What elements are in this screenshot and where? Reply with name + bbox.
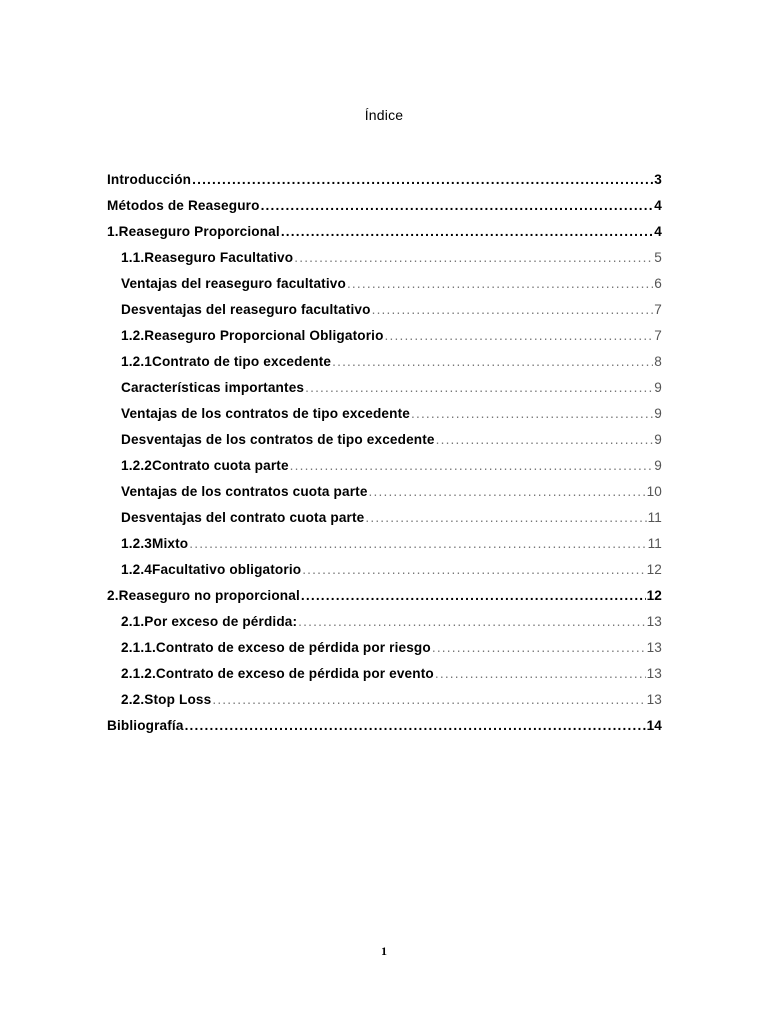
toc-entry-page: 5	[654, 250, 662, 265]
toc-entry-number: 2.2.	[121, 692, 145, 707]
toc-leader	[298, 609, 645, 635]
toc-entry-label: Métodos de Reaseguro	[107, 198, 260, 213]
toc-entry-page: 4	[654, 198, 662, 213]
toc-entry-label: Contrato de exceso de pérdida por riesgo	[155, 640, 431, 655]
toc-entry-1-1[interactable]	[107, 245, 662, 271]
toc-entry-ventajas-cuota[interactable]	[107, 479, 662, 505]
toc-entry-label: Bibliografía	[107, 718, 184, 733]
toc-entry-number: 1.2.	[121, 328, 145, 343]
toc-entry-label: Desventajas del contrato cuota parte	[121, 510, 365, 525]
toc-leader	[261, 193, 654, 219]
toc-entry-label: Reaseguro Proporcional	[118, 224, 280, 239]
toc-entry-number: 2.1.	[121, 614, 145, 629]
table-of-contents	[107, 167, 662, 739]
toc-entry-1-2-1[interactable]	[107, 349, 662, 375]
toc-entry-2-1-1[interactable]	[107, 635, 662, 661]
toc-entry-number: 2.1.2.	[121, 666, 156, 681]
toc-leader	[436, 427, 654, 453]
toc-entry-label: Reaseguro Facultativo	[144, 250, 294, 265]
toc-entry-page: 9	[654, 406, 662, 421]
page-number: 1	[381, 944, 387, 958]
toc-entry-page: 3	[654, 172, 662, 187]
toc-entry-label: Facultativo obligatorio	[151, 562, 302, 577]
toc-leader	[369, 479, 646, 505]
toc-entry-metodos[interactable]	[107, 193, 662, 219]
toc-entry-page: 8	[654, 354, 662, 369]
toc-leader	[411, 401, 653, 427]
toc-entry-2-1-2[interactable]	[107, 661, 662, 687]
toc-entry-ventajas-excedente[interactable]	[107, 401, 662, 427]
toc-entry-caracteristicas[interactable]	[107, 375, 662, 401]
toc-entry-label: Introducción	[107, 172, 192, 187]
toc-entry-desventajas-excedente[interactable]	[107, 427, 662, 453]
toc-entry-desventajas-facultativo[interactable]	[107, 297, 662, 323]
toc-entry-page: 11	[647, 510, 662, 525]
toc-leader	[192, 167, 653, 193]
toc-entry-number: 1.2.2	[121, 458, 152, 473]
toc-leader	[432, 635, 646, 661]
toc-leader	[435, 661, 646, 687]
toc-entry-introduccion[interactable]	[107, 167, 662, 193]
toc-entry-number: 1.	[107, 224, 119, 239]
toc-entry-label: Mixto	[151, 536, 189, 551]
toc-entry-number: 2.1.1.	[121, 640, 156, 655]
toc-entry-number: 1.2.4	[121, 562, 152, 577]
toc-entry-label: Contrato de exceso de pérdida por evento	[155, 666, 434, 681]
toc-entry-page: 9	[654, 432, 662, 447]
toc-leader	[281, 219, 653, 245]
toc-entry-ventajas-facultativo[interactable]	[107, 271, 662, 297]
toc-entry-label: Ventajas de los contratos de tipo excedente	[121, 406, 410, 421]
toc-entry-label: Contrato cuota parte	[151, 458, 289, 473]
toc-entry-number: 2.	[107, 588, 119, 603]
toc-entry-page: 4	[654, 224, 662, 239]
toc-entry-1-2[interactable]	[107, 323, 662, 349]
toc-entry-page: 13	[646, 614, 662, 629]
toc-leader	[294, 245, 653, 271]
toc-entry-label: Stop Loss	[144, 692, 212, 707]
toc-entry-page: 7	[654, 328, 662, 343]
toc-leader	[290, 453, 654, 479]
toc-entry-label: Contrato de tipo excedente	[151, 354, 332, 369]
toc-entry-2-2[interactable]	[107, 687, 662, 713]
toc-entry-number: 1.1.	[121, 250, 145, 265]
toc-entry-1-2-2[interactable]	[107, 453, 662, 479]
toc-entry-page: 9	[654, 458, 662, 473]
toc-leader	[212, 687, 645, 713]
toc-entry-label: Reaseguro Proporcional Obligatorio	[144, 328, 384, 343]
toc-entry-1-2-3[interactable]	[107, 531, 662, 557]
toc-entry-1[interactable]	[107, 219, 662, 245]
toc-leader	[302, 557, 645, 583]
toc-entry-page: 10	[646, 484, 662, 499]
toc-entry-label: Características importantes	[121, 380, 305, 395]
toc-entry-page: 13	[646, 666, 662, 681]
toc-leader	[301, 583, 646, 609]
toc-entry-number: 1.2.3	[121, 536, 152, 551]
toc-leader	[347, 271, 653, 297]
toc-entry-label: Ventajas del reaseguro facultativo	[121, 276, 346, 291]
toc-entry-label: Desventajas de los contratos de tipo excedente	[121, 432, 435, 447]
toc-entry-page: 13	[646, 692, 662, 707]
toc-entry-page: 14	[646, 718, 662, 733]
toc-title: Índice	[364, 107, 404, 123]
toc-entry-page: 6	[654, 276, 662, 291]
toc-entry-2[interactable]	[107, 583, 662, 609]
toc-entry-page: 12	[646, 588, 662, 603]
toc-leader	[372, 297, 654, 323]
toc-entry-page: 9	[654, 380, 662, 395]
toc-leader	[189, 531, 646, 557]
toc-leader	[305, 375, 653, 401]
toc-entry-label: Por exceso de pérdida:	[144, 614, 298, 629]
toc-entry-page: 11	[647, 536, 662, 551]
toc-entry-label: Desventajas del reaseguro facultativo	[121, 302, 371, 317]
toc-entry-number: 1.2.1	[121, 354, 152, 369]
toc-leader	[185, 713, 646, 739]
toc-entry-1-2-4[interactable]	[107, 557, 662, 583]
toc-entry-2-1[interactable]	[107, 609, 662, 635]
toc-leader	[385, 323, 654, 349]
toc-entry-label: Reaseguro no proporcional	[118, 588, 300, 603]
toc-leader	[332, 349, 653, 375]
toc-entry-page: 13	[646, 640, 662, 655]
toc-entry-label: Ventajas de los contratos cuota parte	[121, 484, 368, 499]
toc-leader	[365, 505, 646, 531]
toc-entry-desventajas-cuota[interactable]	[107, 505, 662, 531]
toc-entry-page: 12	[646, 562, 662, 577]
toc-entry-bibliografia[interactable]	[107, 713, 662, 739]
toc-entry-page: 7	[654, 302, 662, 317]
